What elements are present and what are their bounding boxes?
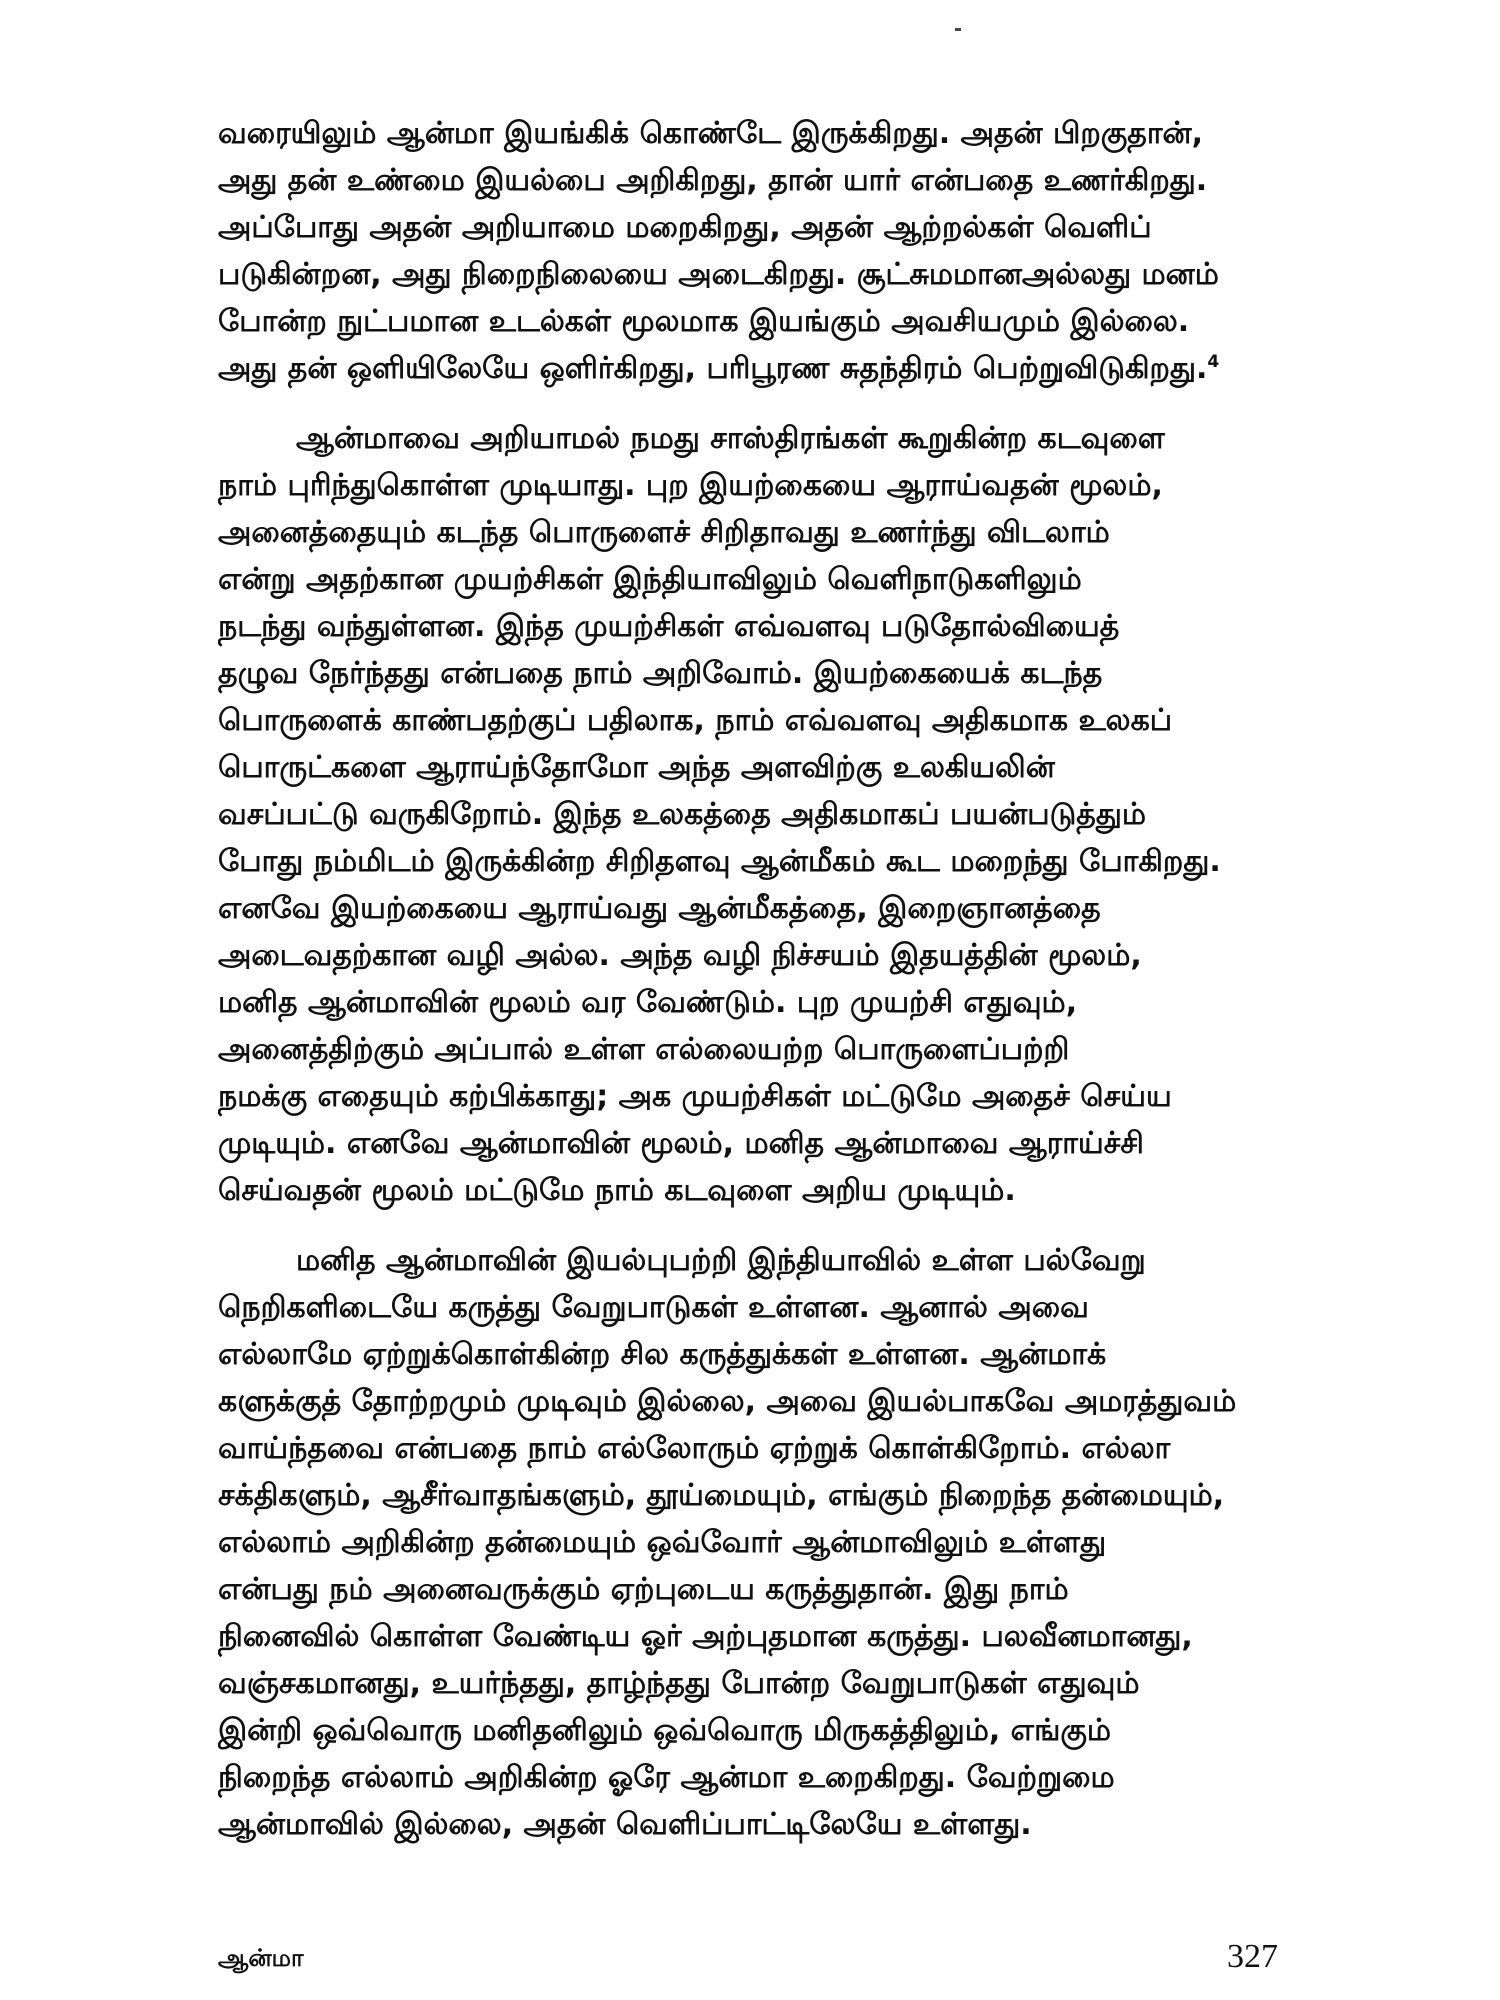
text-line: வரையிலும் ஆன்மா இயங்கிக் கொண்டே இருக்கிறது. அதன் பிறகுதான், — [218, 116, 1203, 151]
footnote-marker: 4 — [1207, 352, 1220, 372]
text-line: வாய்ந்தவை என்பதை நாம் எல்லோரும் ஏற்றுக் கொள்கிறோம். எல்லா — [218, 1431, 1171, 1466]
text-line: அது தன் ஒளியிலேயே ஒளிர்கிறது, பரிபூரண சுதந்திரம் பெற்றுவிடுகிறது. — [218, 351, 1208, 386]
text-line: சக்திகளும், ஆசீர்வாதங்களும், தூய்மையும், எங்கும் நிறைந்த தன்மையும், — [218, 1478, 1225, 1513]
text-line: வஞ்சகமானது, உயர்ந்தது, தாழ்ந்தது போன்ற வேறுபாடுகள் எதுவும் — [218, 1666, 1140, 1701]
text-line: அடைவதற்கான வழி அல்ல. அந்த வழி நிச்சயம் இதயத்தின் மூலம், — [218, 938, 1142, 973]
body-text — [218, 110, 1278, 1871]
text-line: தழுவ நேர்ந்தது என்பதை நாம் அறிவோம். இயற்கையைக் கடந்த — [218, 656, 1103, 691]
text-line: போன்ற நுட்பமான உடல்கள் மூலமாக இயங்கும் அவசியமும் இல்லை. — [218, 304, 1190, 339]
text-line: அனைத்தையும் கடந்த பொருளைச் சிறிதாவது உணர்ந்து விடலாம் — [218, 515, 1110, 550]
text-line: ஆன்மாவில் இல்லை, அதன் வெளிப்பாட்டிலேயே உள்ளது. — [218, 1807, 1032, 1842]
text-line: போது நம்மிடம் இருக்கின்ற சிறிதளவு ஆன்மீகம் கூட மறைந்து போகிறது. — [218, 844, 1221, 879]
text-line: ஆன்மாவை அறியாமல் நமது சாஸ்திரங்கள் கூறுகின்ற கடவுளை — [296, 421, 1165, 456]
text-line: எனவே இயற்கையை ஆராய்வது ஆன்மீகத்தை, இறைஞானத்தை — [218, 891, 1101, 926]
text-line: முடியும். எனவே ஆன்மாவின் மூலம், மனித ஆன்மாவை ஆராய்ச்சி — [218, 1126, 1144, 1161]
paragraph-2 — [218, 415, 1278, 1214]
text-line: பொருளைக் காண்பதற்குப் பதிலாக, நாம் எவ்வளவு அதிகமாக உலகப் — [218, 703, 1173, 738]
text-line: வசப்பட்டு வருகிறோம். இந்த உலகத்தை அதிகமாகப் பயன்படுத்தும் — [218, 797, 1146, 832]
text-line: நடந்து வந்துள்ளன. இந்த முயற்சிகள் எவ்வளவு படுதோல்வியைத் — [218, 609, 1120, 644]
text-line: இன்றி ஒவ்வொரு மனிதனிலும் ஒவ்வொரு மிருகத்திலும், எங்கும் — [218, 1713, 1111, 1748]
page-footer — [218, 1938, 1278, 1978]
text-line: அப்போது அதன் அறியாமை மறைகிறது, அதன் ஆற்றல்கள் வெளிப் — [218, 210, 1152, 245]
text-line: என்பது நம் அனைவருக்கும் ஏற்புடைய கருத்துதான். இது நாம் — [218, 1572, 1069, 1607]
text-line: களுக்குத் தோற்றமும் முடிவும் இல்லை, அவை இயல்பாகவே அமரத்துவம் — [218, 1384, 1237, 1419]
text-line: நாம் புரிந்துகொள்ள முடியாது. புற இயற்கையை ஆராய்வதன் மூலம், — [218, 468, 1163, 503]
running-title: ஆன்மா — [218, 1944, 304, 1972]
text-line: அனைத்திற்கும் அப்பால் உள்ள எல்லையற்ற பொருளைப்பற்றி — [218, 1032, 1070, 1067]
text-line: மனித ஆன்மாவின் இயல்புபற்றி இந்தியாவில் உள்ள பல்வேறு — [296, 1243, 1146, 1278]
text-line: நமக்கு எதையும் கற்பிக்காது; அக முயற்சிகள் மட்டுமே அதைச் செய்ய — [218, 1079, 1172, 1114]
paragraph-3 — [218, 1237, 1278, 1848]
text-line: பொருட்களை ஆராய்ந்தோமோ அந்த அளவிற்கு உலகியலின் — [218, 750, 1055, 785]
scan-mark — [955, 28, 961, 31]
page-number: 327 — [1227, 1938, 1278, 1975]
text-line: எல்லாமே ஏற்றுக்கொள்கின்ற சில கருத்துக்கள் உள்ளன. ஆன்மாக் — [218, 1337, 1107, 1372]
text-line: மனித ஆன்மாவின் மூலம் வர வேண்டும். புற முயற்சி எதுவும், — [218, 985, 1078, 1020]
text-line: எல்லாம் அறிகின்ற தன்மையும் ஒவ்வோர் ஆன்மாவிலும் உள்ளது — [218, 1525, 1107, 1560]
text-line: நெறிகளிடையே கருத்து வேறுபாடுகள் உள்ளன. ஆனால் அவை — [218, 1290, 1089, 1325]
text-line: நிறைந்த எல்லாம் அறிகின்ற ஓரே ஆன்மா உறைகிறது. வேற்றுமை — [218, 1760, 1115, 1795]
text-line-with-footnote — [218, 345, 1278, 392]
text-line: என்று அதற்கான முயற்சிகள் இந்தியாவிலும் வெளிநாடுகளிலும் — [218, 562, 1082, 597]
text-line: அது தன் உண்மை இயல்பை அறிகிறது, தான் யார் என்பதை உணர்கிறது. — [218, 163, 1208, 198]
text-line: செய்வதன் மூலம் மட்டுமே நாம் கடவுளை அறிய முடியும். — [218, 1173, 1016, 1208]
text-line: படுகின்றன, அது நிறைநிலையை அடைகிறது. சூட்சுமமானஅல்லது மனம் — [218, 257, 1219, 292]
text-line: நினைவில் கொள்ள வேண்டிய ஓர் அற்புதமான கருத்து. பலவீனமானது, — [218, 1619, 1193, 1654]
paragraph-1 — [218, 110, 1278, 392]
